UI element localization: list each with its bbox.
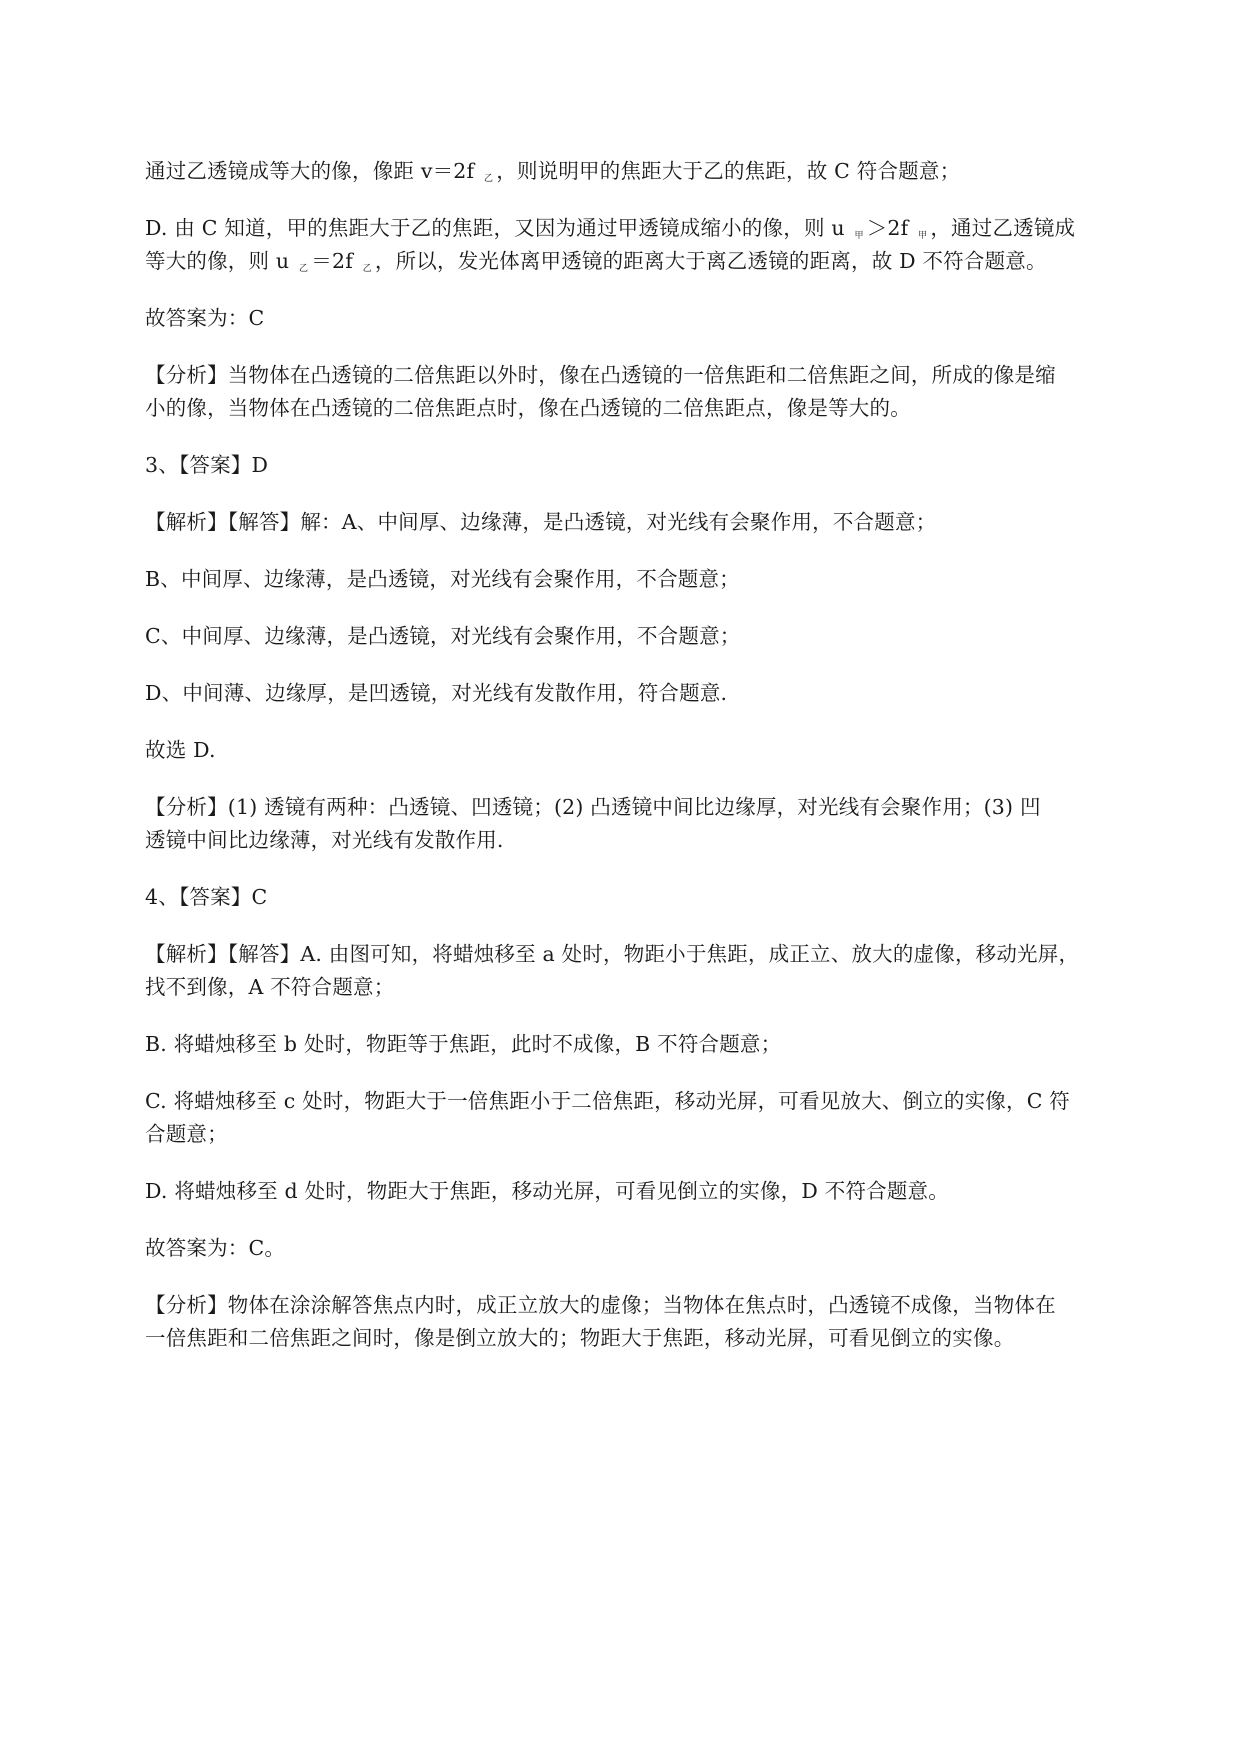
text-run: 【分析】(1) 透镜有两种：凸透镜、凹透镜；(2) 凸透镜中间比边缘厚，对光线有会聚作用；(3) 凹 xyxy=(145,795,1041,819)
subscript: 乙 xyxy=(362,264,372,274)
text-line xyxy=(145,359,1145,392)
text-run: 小的像，当物体在凸透镜的二倍焦距点时，像在凸透镜的二倍焦距点，像是等大的。 xyxy=(145,396,911,420)
paragraph-p7 xyxy=(145,563,1145,596)
text-run: 4、【答案】C xyxy=(145,885,268,909)
paragraph-p12 xyxy=(145,881,1145,914)
text-run: ＝2f xyxy=(311,249,360,273)
text-line xyxy=(145,791,1145,824)
text-run: B. 将蜡烛移至 b 处时，物距等于焦距，此时不成像，B 不符合题意； xyxy=(145,1032,782,1056)
text-run: 等大的像，则 u xyxy=(145,249,297,273)
paragraph-p2 xyxy=(145,212,1145,278)
paragraph-p15 xyxy=(145,1085,1145,1151)
text-run: 3、【答案】D xyxy=(145,453,269,477)
subscript: 乙 xyxy=(299,264,309,274)
text-line xyxy=(145,392,1145,425)
paragraph-p14 xyxy=(145,1028,1145,1061)
text-line xyxy=(145,938,1145,971)
paragraph-p8 xyxy=(145,620,1145,653)
text-line xyxy=(145,824,1145,857)
text-run: 【解析】【解答】解：A、中间厚、边缘薄，是凸透镜，对光线有会聚作用，不合题意； xyxy=(145,510,937,534)
text-run: 合题意； xyxy=(145,1122,228,1146)
paragraph-p13 xyxy=(145,938,1145,1004)
text-run: 故选 D. xyxy=(145,738,216,762)
text-line xyxy=(145,620,1145,653)
text-run: B、中间厚、边缘薄，是凸透镜，对光线有会聚作用，不合题意； xyxy=(145,567,740,591)
subscript: 甲 xyxy=(918,231,928,241)
text-line xyxy=(145,302,1145,335)
subscript: 甲 xyxy=(854,231,864,241)
paragraph-p16 xyxy=(145,1175,1145,1208)
text-line xyxy=(145,734,1145,767)
text-line xyxy=(145,881,1145,914)
text-line xyxy=(145,563,1145,596)
text-line xyxy=(145,1118,1145,1151)
text-run: ，所以，发光体离甲透镜的距离大于离乙透镜的距离，故 D 不符合题意。 xyxy=(374,249,1047,273)
text-line xyxy=(145,1028,1145,1061)
text-run: ，则说明甲的焦距大于乙的焦距，故 C 符合题意； xyxy=(496,159,961,183)
text-line xyxy=(145,506,1145,539)
paragraph-p5 xyxy=(145,449,1145,482)
text-line xyxy=(145,971,1145,1004)
paragraph-p18 xyxy=(145,1289,1145,1355)
text-run: C. 将蜡烛移至 c 处时，物距大于一倍焦距小于二倍焦距，移动光屏，可看见放大、倒立的实像，C 符 xyxy=(145,1089,1071,1113)
text-run: D. 将蜡烛移至 d 处时，物距大于焦距，移动光屏，可看见倒立的实像，D 不符合题意。 xyxy=(145,1179,949,1203)
subscript: 乙 xyxy=(484,174,494,184)
document-body xyxy=(145,155,1145,1355)
paragraph-p6 xyxy=(145,506,1145,539)
text-run: 【解析】【解答】A. 由图可知，将蜡烛移至 a 处时，物距小于焦距，成正立、放大的虚像，移动光屏， xyxy=(145,942,1080,966)
text-line xyxy=(145,1232,1145,1265)
text-run: C、中间厚、边缘薄，是凸透镜，对光线有会聚作用，不合题意； xyxy=(145,624,741,648)
paragraph-p1 xyxy=(145,155,1145,188)
paragraph-p9 xyxy=(145,677,1145,710)
text-run: ＞2f xyxy=(866,216,916,240)
text-line xyxy=(145,245,1145,278)
paragraph-p4 xyxy=(145,359,1145,425)
paragraph-p10 xyxy=(145,734,1145,767)
text-line xyxy=(145,212,1145,245)
text-run: ，通过乙透镜成 xyxy=(930,216,1076,240)
paragraph-p11 xyxy=(145,791,1145,857)
text-line xyxy=(145,1085,1145,1118)
text-run: 找不到像，A 不符合题意； xyxy=(145,975,395,999)
text-line xyxy=(145,1175,1145,1208)
text-line xyxy=(145,677,1145,710)
text-run: 故答案为：C xyxy=(145,306,265,330)
paragraph-p3 xyxy=(145,302,1145,335)
text-run: 通过乙透镜成等大的像，像距 v＝2f xyxy=(145,159,482,183)
text-run: 透镜中间比边缘薄，对光线有发散作用. xyxy=(145,828,504,852)
text-line xyxy=(145,1322,1145,1355)
text-line xyxy=(145,155,1145,188)
text-run: 【分析】物体在涂涂解答焦点内时，成正立放大的虚像；当物体在焦点时，凸透镜不成像，当物体在 xyxy=(145,1293,1056,1317)
text-run: 故答案为：C。 xyxy=(145,1236,286,1260)
text-line xyxy=(145,1289,1145,1322)
text-run: D. 由 C 知道，甲的焦距大于乙的焦距，又因为通过甲透镜成缩小的像，则 u xyxy=(145,216,852,240)
text-run: 一倍焦距和二倍焦距之间时，像是倒立放大的；物距大于焦距，移动光屏，可看见倒立的实像。 xyxy=(145,1326,1015,1350)
text-run: 【分析】当物体在凸透镜的二倍焦距以外时，像在凸透镜的一倍焦距和二倍焦距之间，所成的像是缩 xyxy=(145,363,1056,387)
paragraph-p17 xyxy=(145,1232,1145,1265)
text-line xyxy=(145,449,1145,482)
text-run: D、中间薄、边缘厚，是凹透镜，对光线有发散作用，符合题意. xyxy=(145,681,728,705)
